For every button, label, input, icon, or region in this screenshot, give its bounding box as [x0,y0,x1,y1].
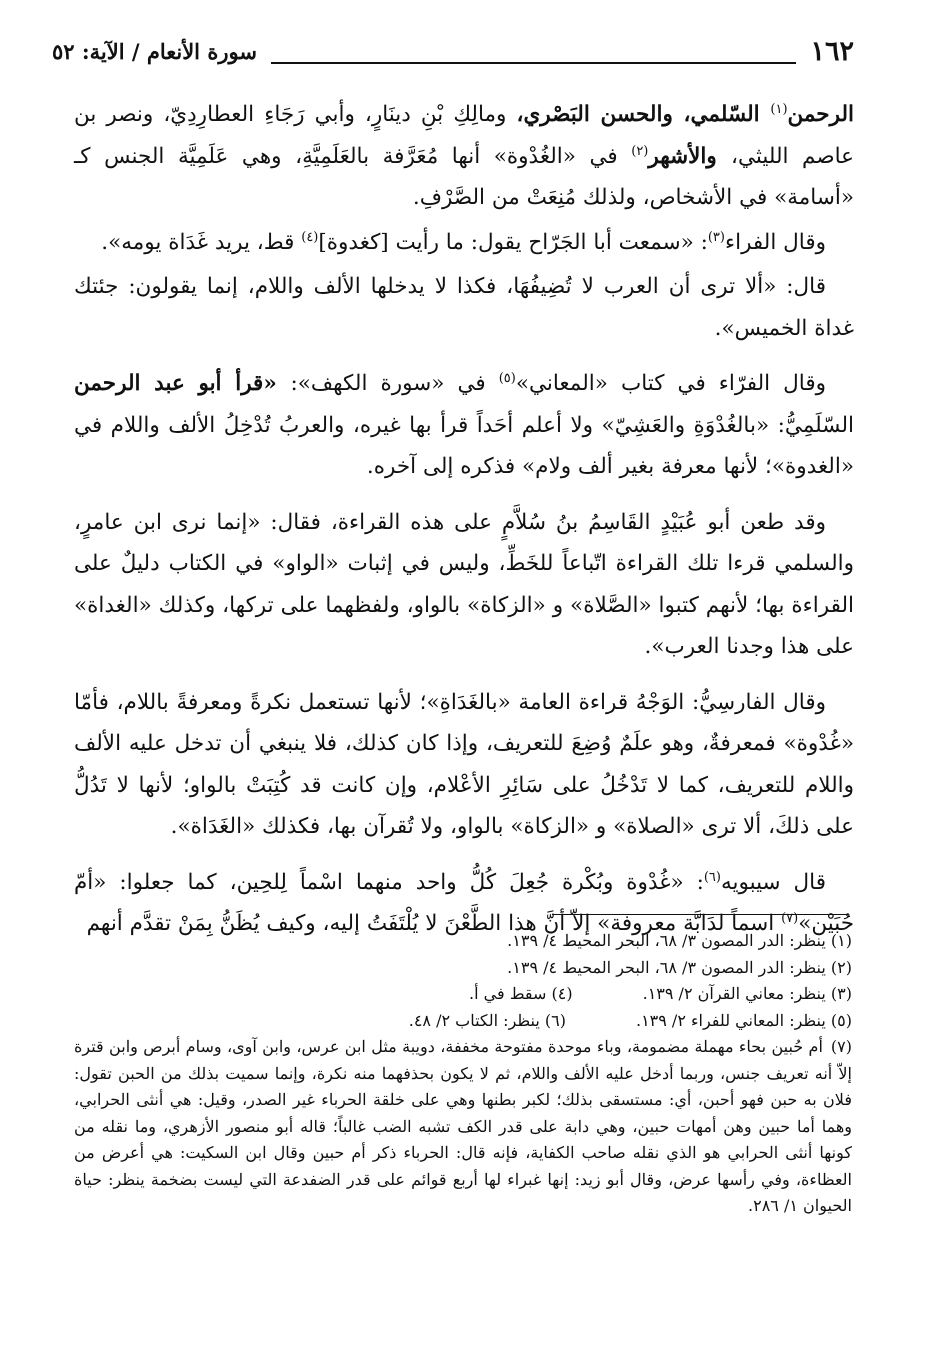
text-run: الرحمن [787,102,854,127]
footnote-row-5-6 [74,1008,852,1035]
footnote-marker-1: (١) [770,101,788,117]
footnote-marker-7: (٧) [781,910,799,926]
footnote-3: (٣) ينظر: معاني القرآن ٢/ ١٣٩. [642,984,852,1003]
paragraph-3: قال: «ألا ترى أن العرب لا تُضِيفُهَا، فكذا لا يدخلها الألف واللام، إنما يقولون: جئتك غداة الخميس». [74,274,854,341]
paragraph-2 [74,222,854,264]
page-number: ١٦٢ [810,35,854,67]
text-run: ومالِكِ بْنِ دينَارٍ، وأبي رَجَاءِ العطارِدِيّ، ونصر بن عاصم الليثي، [74,102,854,169]
footnote-marker-4: (٤) [301,229,319,245]
footnote-4: (٤) سقط في أ. [469,984,573,1003]
text-run: وقال الفراء [724,229,826,255]
footnote-6: (٦) ينظر: الكتاب ٢/ ٤٨. [408,1010,566,1030]
header-rule [271,34,797,68]
footnotes [74,928,852,1220]
footnote-7-number: (٧) [830,1037,852,1056]
main-text [74,94,854,945]
page-header [52,34,854,68]
footnote-marker-5: (٥) [498,370,516,386]
footnote-1: (١) ينظر: الدر المصون ٣/ ٦٨، البحر المحيط ٤/ ١٣٩. [507,931,852,950]
footnote-5: (٥) ينظر: المعاني للفراء ٢/ ١٣٩. [635,1010,852,1030]
paragraph-6: وقال الفارسِيُّ: الوَجْهُ قراءة العامة «بالغَدَاةِ»؛ لأنها تستعمل نكرةً ومعرفةً باللام، فأمّا «غُدْوة» فمعرفةٌ، وهو علَمٌ وُضِعَ للتعريف، وإذا كان كذلك، فلا ينبغي أن تدخل عليه الألف واللام للتعريف، كما لا تَدْخُلُ على سَائِرِ الأعْلام، وإن كانت قد كُتِبَتْ بالواو؛ لأنها لا تَدُلُّ على ذلكَ، ألا ترى «الصلاة» و «الزكاة» بالواو، ولا تُقرآن بها، فكذلك «الغَدَاة». [74,689,854,839]
footnote-7-text: أم حُبين بحاء مهملة مضمومة، وباء موحدة مفتوحة مخففة، دويبة مثل ابن عرس، وابن آوى، وسام أبرص وابن قترة إلاّ أنه تعريف جنس، وربما أدخل عليه الألف واللام، ثم لا يكون بحذفهما منه نكرة، وإنما سميت بذلك من الحبن تقول: فلان به حبن فهو أحبن، أي: مستسقى بذلك؛ لكبر بطنها وهي على خلقة الحرباء غير الصدر، وقيل: هي أنثى الحرابي، وهما أما حبين وهن أمهات حبين، وهي دابة على قدر الكف تشبه الضب غالباً؛ قاله أبو منصور الأزهري، وما نقله من كونها أنثى الحرابي هو الذي نقله صاحب الكفاية، فإنه قال: الحرباء ذكر أم حبين وقال ابن السكيت: هي أعرض من العظاءة، وفي رأسها عرض، وقال أبو زيد: إنها غبراء لها أربع قوائم على قدر الضفدعة التي ليست بضخمة ينظر: حياة الحيوان ١/ ٢٨٦. [74,1037,853,1215]
footnote-row-3-4 [74,981,852,1008]
paragraph-1 [74,94,854,219]
text-run: اسماً لدَابَّة معروفة» إلاّ أنَّ هذا الطَّعْنَ لا يُلْتَفَتُ إليه، وكيف يُظَنُّ بِمَنْ تقدَّم أنهم [86,911,782,936]
text-run: «قرأ أبو عبد الرحمن [74,371,291,396]
footnote-separator [552,914,848,915]
text-run: قط، يريد غَدَاة يومه». [101,229,302,255]
text-run: والأشهر [648,143,731,169]
paragraph-5: وقد طعن أبو عُبَيْدٍ القَاسِمُ بنُ سُلاَّمٍ على هذه القراءة، فقال: «إنما نرى ابن عامرٍ، والسلمي قرءا تلك القراءة اتّباعاً للخَطِّ، وليس في إثبات «الواو» في الكتاب دليلٌ على القراءة بها؛ لأنهم كتبوا «الصَّلاة» و «الزكاة» بالواو، ولفظهما على تركها، وكذلك «الغداة» على هذا وجدنا العرب». [74,509,854,659]
text-run: السّلمي، والحسن البَصْري، [516,102,771,127]
text-run: السّلَمِيُّ: «بالغُدْوَةِ والعَشِيّ» ولا أعلم أحَداً قرأ بها غيره، والعربُ تُدْخِلُ الألف واللام في «الغدوة»؛ لأنها معرفة بغير ألف ولام» فذكره إلى آخره. [74,412,854,479]
footnote-7 [74,1034,852,1220]
paragraph-4 [74,363,854,488]
text-run: في «سورة الكهف»: [290,371,499,396]
text-run: : «غُدْوة وبُكْرة جُعِلَ كُلُّ واحد منهما اسْماً لِلحِين، كما جعلوا: «أمّ حُبَيْن» [74,869,854,936]
running-title: سورة الأنعام / الآية: ٥٢ [52,38,257,64]
text-run: : «سمعت أبا الجَرّاح يقول: ما رأيت [كغدوة] [318,229,708,255]
footnote-marker-3: (٣) [707,229,725,245]
text-run: وقال الفرّاء في كتاب «المعاني» [515,371,826,396]
footnote-2: (٢) ينظر: الدر المصون ٣/ ٦٨، البحر المحيط ٤/ ١٣٩. [507,957,852,977]
text-run: قال سيبويه [720,869,826,895]
text-run: في «الغُدْوة» أنها مُعَرَّفة بالعَلَمِيَّةِ، وهي عَلَمِيَّة الجنس كـ «أسامة» في الأشخاص، ولذلك مُنِعَتْ من الصَّرْفِ. [74,143,854,210]
footnote-marker-6: (٦) [703,869,721,885]
footnote-marker-2: (٢) [631,143,649,159]
